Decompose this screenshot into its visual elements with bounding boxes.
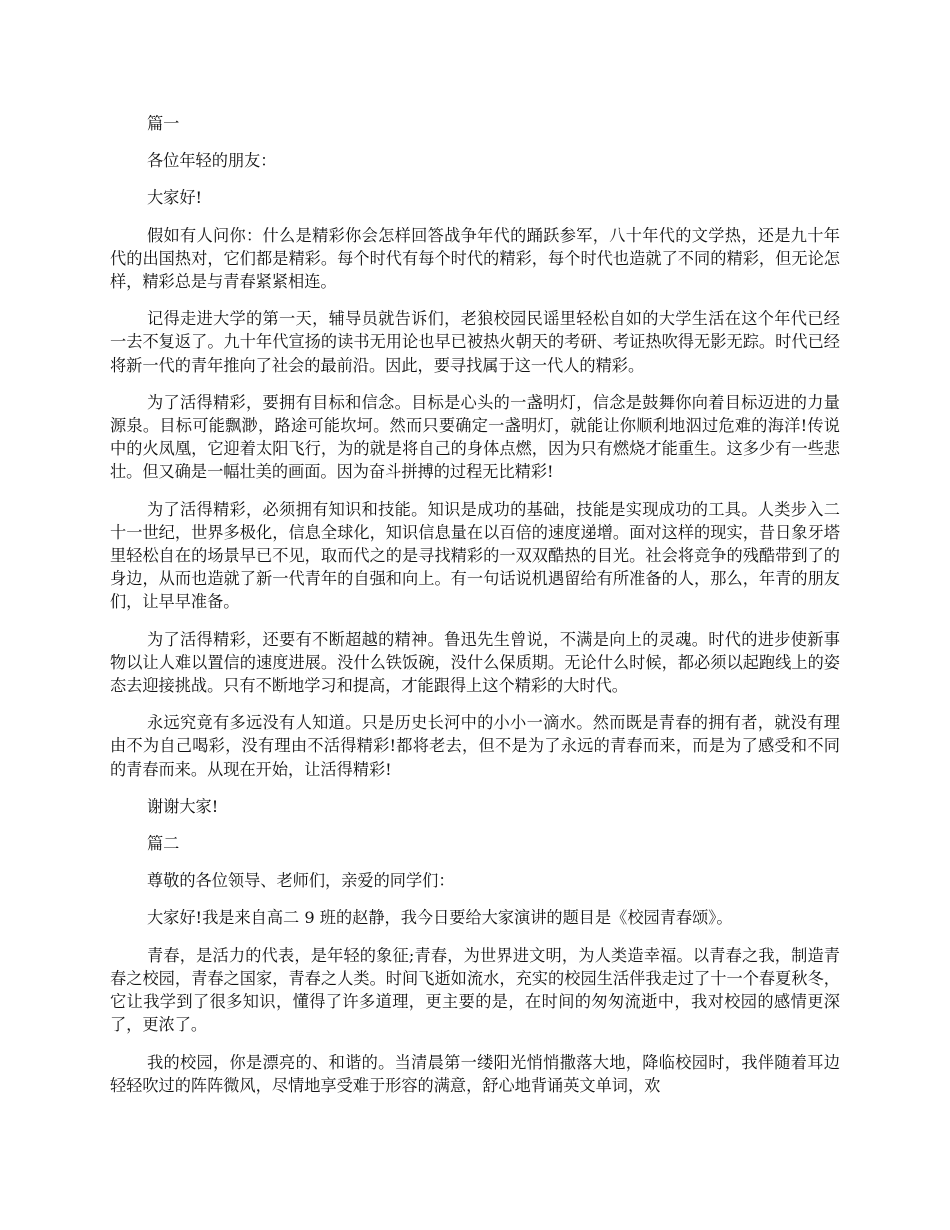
body-paragraph: 大家好!我是来自高二 9 班的赵静，我今日要给大家演讲的题目是《校园青春颂》。 bbox=[147, 908, 733, 928]
document-page bbox=[110, 112, 840, 1111]
body-paragraph: 为了活得精彩，必须拥有知识和技能。知识是成功的基础，技能是实现成功的工具。人类步入二十一世纪，世界多极化，信息全球化，知识信息量在以百倍的速度递增。面对这样的现实，昔日象牙塔里轻松自在的场景早已不见，取而代之的是寻找精彩的一双双酷热的目光。社会将竞争的残酷带到了的身边，从而也造就了新一代青年的自强和向上。有一句话说机遇留给有所准备的人，那么，年青的朋友们，让早早准备。 bbox=[110, 499, 840, 612]
closing: 谢谢大家! bbox=[147, 796, 219, 816]
body-paragraph: 假如有人问你：什么是精彩你会怎样回答战争年代的踊跃参军，八十年代的文学热，还是九十年代的出国热对，它们都是精彩。每个时代有每个时代的精彩，每个时代也造就了不同的精彩，但无论怎样，精彩总是与青春紧紧相连。 bbox=[110, 225, 840, 292]
salutation: 各位年轻的朋友： bbox=[147, 151, 277, 171]
body-paragraph: 我的校园，你是漂亮的、和谐的。当清晨第一缕阳光悄悄撒落大地，降临校园时，我伴随着耳边轻轻吹过的阵阵微风，尽情地享受难于形容的满意，舒心地背诵英文单词，欢 bbox=[110, 1052, 840, 1095]
body-paragraph: 为了活得精彩，还要有不断超越的精神。鲁迅先生曾说，不满是向上的灵魂。时代的进步使新事物以让人难以置信的速度进展。没什么铁饭碗，没什么保质期。无论什么时候，都必须以起跑线上的姿态去迎接挑战。只有不断地学习和提高，才能跟得上这个精彩的大时代。 bbox=[110, 629, 840, 696]
greeting: 大家好! bbox=[147, 188, 203, 208]
body-paragraph: 为了活得精彩，要拥有目标和信念。目标是心头的一盏明灯，信念是鼓舞你向着目标迈进的力量源泉。目标可能飘渺，路途可能坎坷。然而只要确定一盏明灯，就能让你顺利地泅过危难的海洋!传说中的火凤凰，它迎着太阳飞行，为的就是将自己的身体点燃，因为只有燃烧才能重生。这多少有一些悲壮。但又确是一幅壮美的画面。因为奋斗拼搏的过程无比精彩! bbox=[110, 392, 840, 482]
section-heading: 篇二 bbox=[147, 834, 180, 854]
salutation: 尊敬的各位领导、老师们，亲爱的同学们： bbox=[147, 871, 455, 891]
body-paragraph: 青春，是活力的代表，是年轻的象征;青春，为世界进文明，为人类造幸福。以青春之我，制造青春之校园，青春之国家，青春之人类。时间飞逝如流水，充实的校园生活伴我走过了十一个春夏秋冬，它让我学到了很多知识，懂得了许多道理，更主要的是，在时间的匆匆流逝中，我对校园的感情更深了，更浓了。 bbox=[110, 945, 840, 1035]
section-heading: 篇一 bbox=[147, 114, 180, 133]
body-paragraph: 永远究竟有多远没有人知道。只是历史长河中的小小一滴水。然而既是青春的拥有者，就没有理由不为自己喝彩，没有理由不活得精彩!都将老去，但不是为了永远的青春而来，而是为了感受和不同的青春而来。从现在开始，让活得精彩! bbox=[110, 713, 840, 779]
body-paragraph: 记得走进大学的第一天，辅导员就告诉们，老狼校园民谣里轻松自如的大学生活在这个年代已经一去不复返了。九十年代宣扬的读书无用论也早已被热火朝天的考研、考证热吹得无影无踪。时代已经将新一代的青年推向了社会的最前沿。因此，要寻找属于这一代人的精彩。 bbox=[110, 309, 840, 375]
